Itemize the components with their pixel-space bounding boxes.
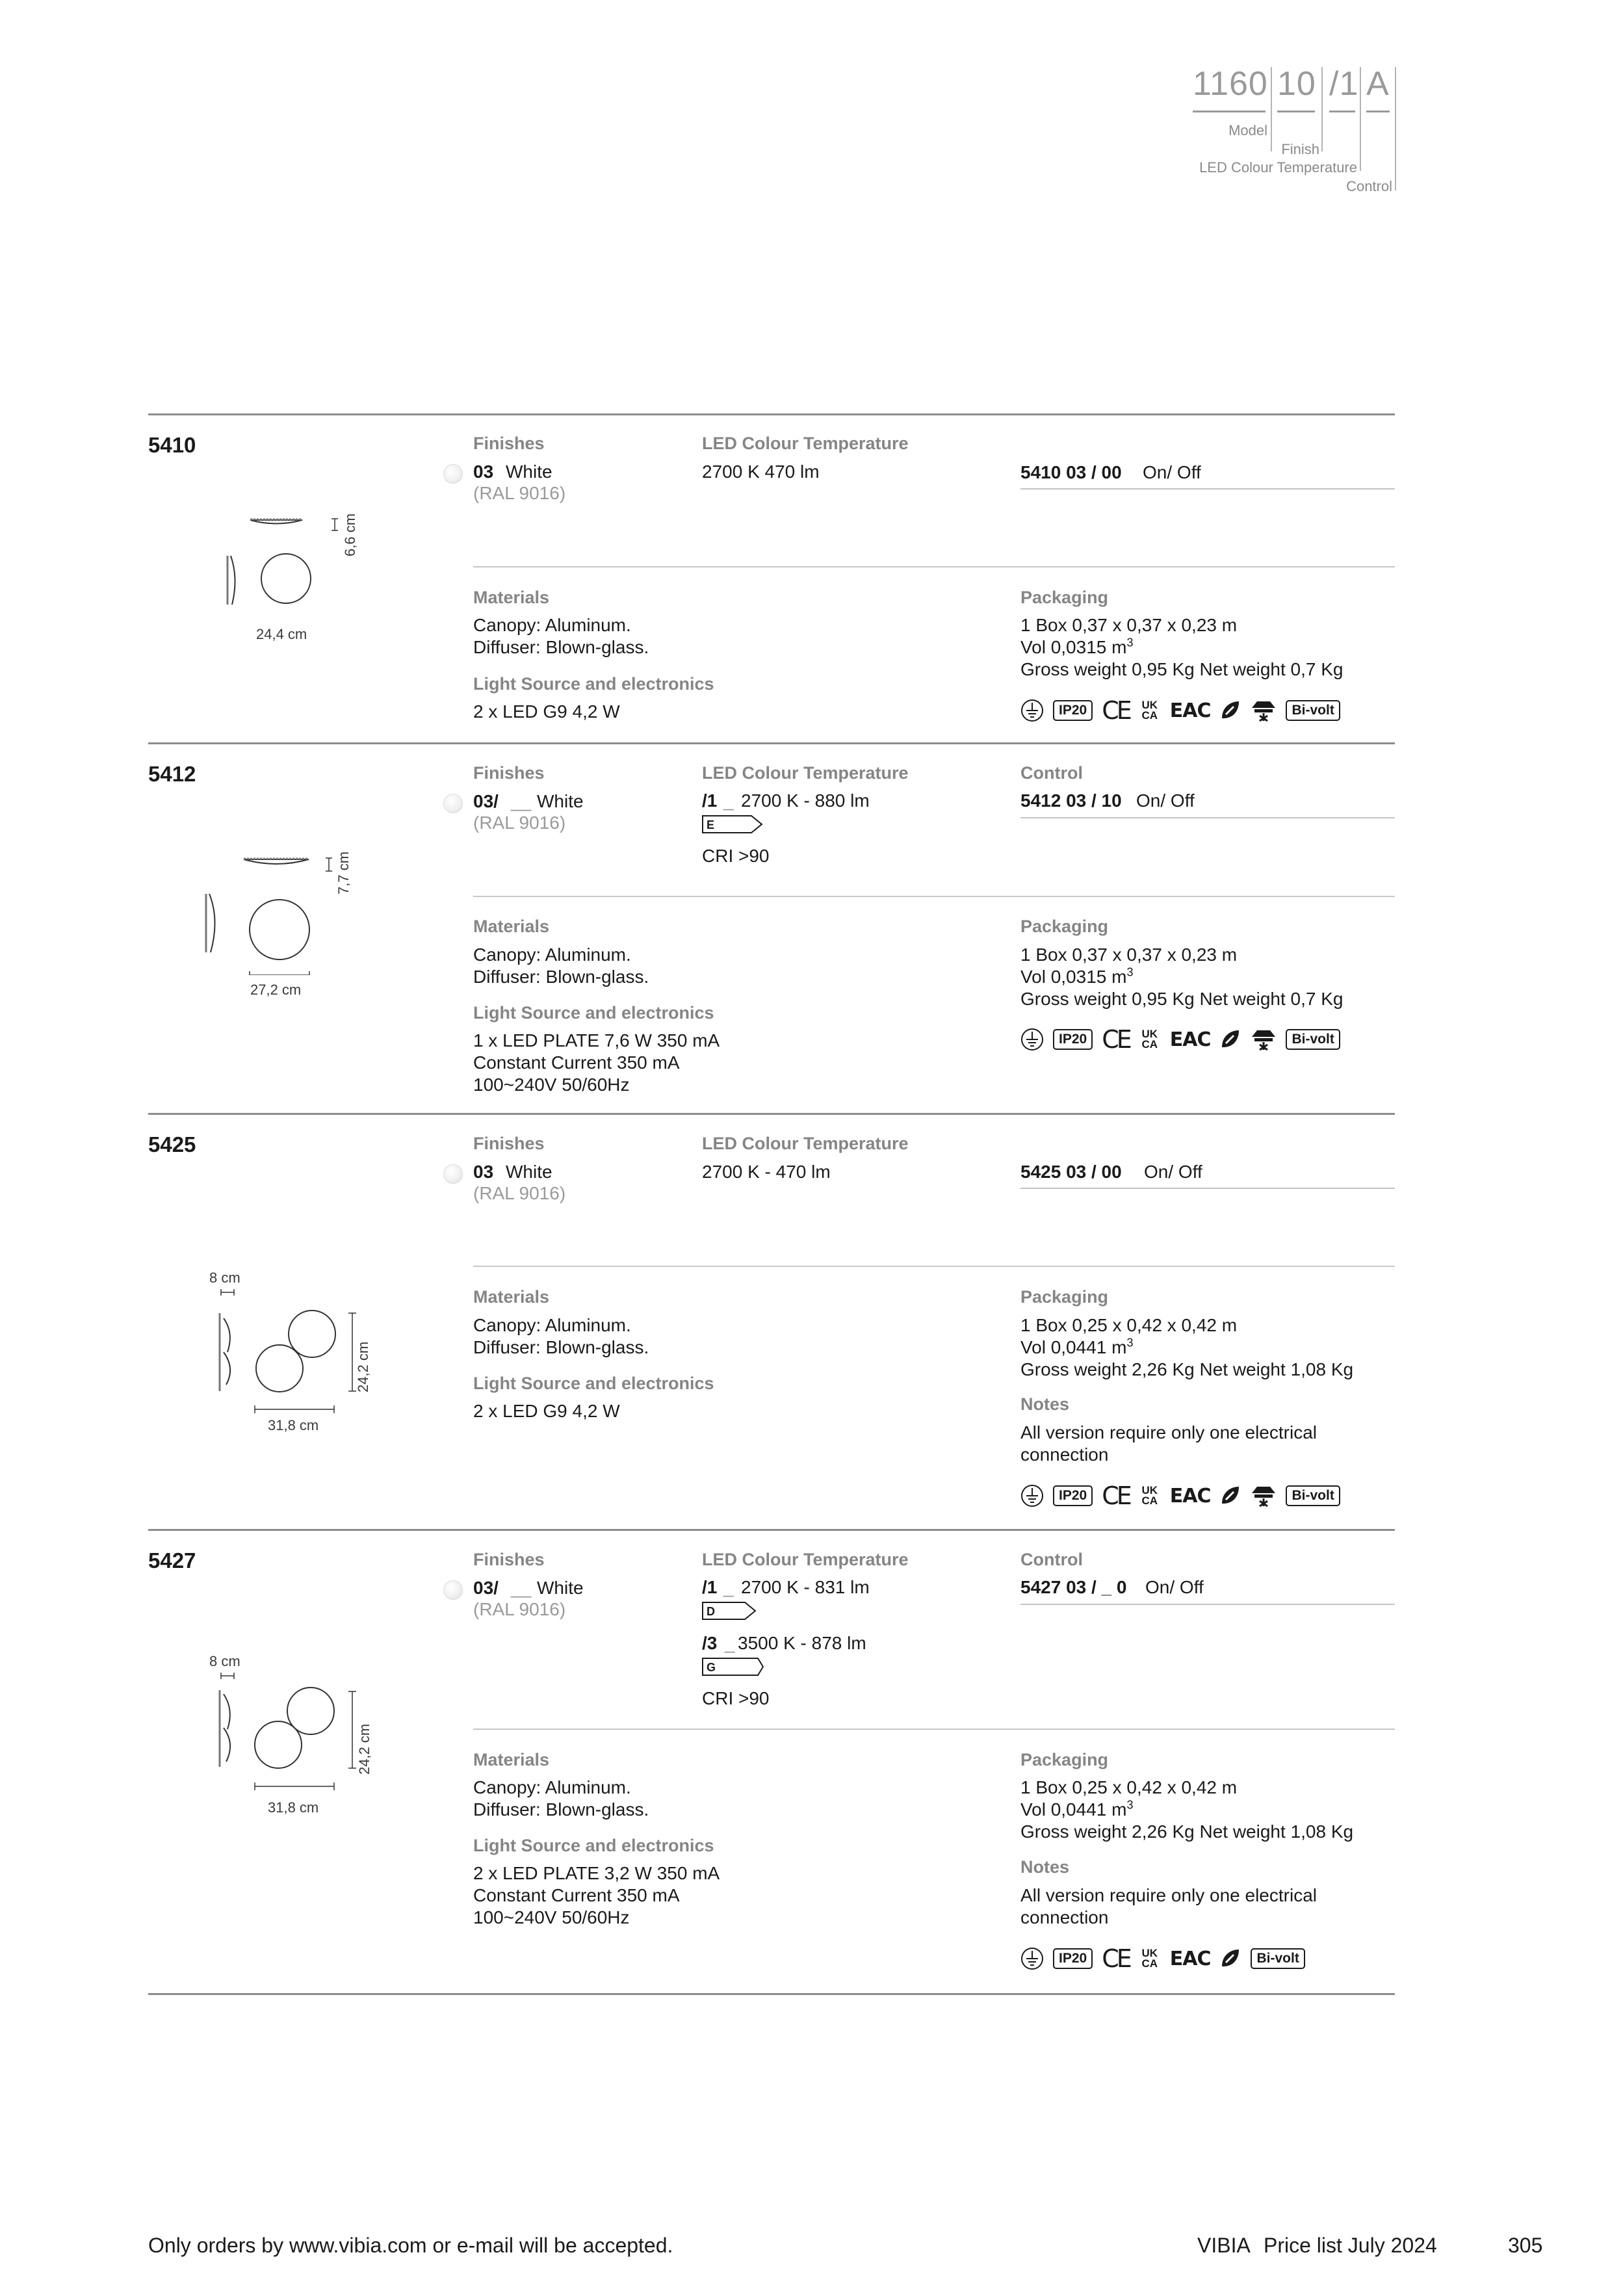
ip20-icon: IP20: [1053, 700, 1093, 720]
compliance-icons: [1020, 1946, 1305, 1972]
control-header: Control: [1020, 763, 1083, 783]
packaging-header: Packaging: [1020, 1287, 1109, 1307]
notes-line: All version require only one electrical: [1020, 1422, 1317, 1442]
legend-divider: [1360, 67, 1361, 171]
order-control-label: On/ Off: [1145, 1577, 1204, 1597]
led-colour-header: LED Colour Temperature: [702, 434, 909, 453]
dimension-depth: 8 cm: [209, 1653, 240, 1669]
bi-volt-icon: Bi-volt: [1251, 1948, 1305, 1968]
led-code: /1: [702, 1577, 718, 1597]
finish-swatch-white: [443, 464, 463, 484]
finishes-header: Finishes: [473, 434, 545, 453]
packaging-line: 1 Box 0,37 x 0,37 x 0,23 m: [1020, 945, 1238, 965]
materials-header: Materials: [473, 917, 550, 936]
legend-label-finish: Finish: [1281, 141, 1319, 157]
materials-line: Canopy: Aluminum.: [473, 1315, 631, 1335]
materials-line: Diffuser: Blown-glass.: [473, 1337, 649, 1357]
led-spec: 2700 K - 831 lm: [741, 1577, 870, 1597]
packaging-volume: Vol 0,0441 $m^3$: [1020, 1798, 1134, 1820]
footer-doc-title: Price list July 2024: [1264, 2234, 1437, 2257]
eac-mark-icon: EAC: [1169, 699, 1211, 722]
product-id: 5412: [148, 762, 196, 786]
led-placeholder: _: [723, 790, 734, 811]
svg-text:G: G: [707, 1661, 716, 1674]
product-drawing: [208, 1671, 370, 1801]
finish-ral: (RAL 9016): [473, 1599, 566, 1619]
finish-swatch-white: [443, 1580, 463, 1600]
order-control-label: On/ Off: [1136, 790, 1195, 811]
light-source-header: Light Source and electronics: [473, 1003, 714, 1023]
materials-line: Diffuser: Blown-glass.: [473, 1799, 649, 1820]
dimension-width: 24,4 cm: [256, 626, 307, 642]
dimension-height: 24,2 cm: [355, 1341, 371, 1392]
ukca-mark-icon: UK CA: [1141, 1483, 1158, 1507]
finish-ral: (RAL 9016): [473, 1183, 566, 1203]
finish-swatch-white: [443, 1164, 463, 1184]
dimension-width: 31,8 cm: [268, 1417, 319, 1433]
earth-ground-icon: [1020, 699, 1044, 722]
legend-underline: [1366, 111, 1390, 112]
page-number: 305: [1508, 2234, 1543, 2257]
finish-code: 03/: [473, 1578, 499, 1598]
legend-underline: [1193, 111, 1266, 112]
packaging-header: Packaging: [1020, 588, 1109, 607]
light-source-line: 2 x LED PLATE 3,2 W 350 mA: [473, 1863, 720, 1883]
not-for-insulated-ceiling-icon: [1251, 699, 1277, 722]
light-source-header: Light Source and electronics: [473, 1374, 714, 1393]
dimension-width: 27,2 cm: [250, 982, 302, 998]
finish-name: White: [537, 1578, 584, 1598]
order-underline: [1020, 1604, 1395, 1605]
notes-line: connection: [1020, 1444, 1109, 1465]
recycling-leaf-icon: [1219, 1028, 1241, 1051]
finish-name: White: [506, 1162, 552, 1182]
ukca-mark-icon: UK CA: [1141, 698, 1158, 722]
dimension-width: 31,8 cm: [268, 1799, 319, 1816]
dimension-height: 7,7 cm: [335, 851, 352, 894]
packaging-line: 1 Box 0,25 x 0,42 x 0,42 m: [1020, 1315, 1238, 1335]
led-placeholder: _: [725, 1633, 735, 1653]
svg-text:E: E: [707, 818, 715, 831]
packaging-weight: Gross weight 0,95 Kg Net weight 0,7 Kg: [1020, 659, 1344, 679]
product-id: 5425: [148, 1132, 196, 1156]
finish-ral: (RAL 9016): [473, 813, 566, 833]
materials-header: Materials: [473, 1287, 550, 1307]
light-source-line: 1 x LED PLATE 7,6 W 350 mA: [473, 1030, 720, 1050]
product-id: 5410: [148, 433, 196, 457]
light-source-header: Light Source and electronics: [473, 1836, 714, 1855]
ip20-icon: IP20: [1053, 1948, 1093, 1968]
order-control-label: On/ Off: [1143, 462, 1201, 482]
table-rule: [148, 1993, 1395, 1995]
packaging-volume: Vol 0,0315 $m^3$: [1020, 636, 1134, 657]
led-colour-header: LED Colour Temperature: [702, 1134, 909, 1153]
ukca-mark-icon: UK CA: [1141, 1027, 1158, 1050]
bi-volt-icon: Bi-volt: [1286, 1485, 1340, 1506]
eac-mark-icon: EAC: [1169, 1947, 1211, 1970]
led-spec: 2700 K - 470 lm: [702, 1162, 831, 1182]
order-code[interactable]: 5410 03 / 00: [1020, 462, 1122, 482]
ce-mark-icon: CE: [1102, 1481, 1130, 1510]
finish-placeholder: __: [511, 1578, 532, 1598]
ip20-icon: IP20: [1053, 1485, 1093, 1506]
packaging-volume: Vol 0,0315 $m^3$: [1020, 965, 1134, 987]
earth-ground-icon: [1020, 1028, 1044, 1051]
led-colour-header: LED Colour Temperature: [702, 1550, 909, 1569]
ce-mark-icon: CE: [1102, 1944, 1130, 1973]
finishes-header: Finishes: [473, 1550, 545, 1569]
compliance-icons: [1020, 1483, 1340, 1509]
not-for-insulated-ceiling-icon: [1251, 1028, 1277, 1051]
legend-code-model: 1160: [1193, 65, 1268, 103]
compliance-icons: [1020, 698, 1340, 724]
led-spec: 3500 K - 878 lm: [738, 1633, 866, 1653]
dimension-height: 6,6 cm: [342, 513, 358, 556]
finishes-header: Finishes: [473, 1134, 545, 1153]
ukca-mark-icon: UK CA: [1141, 1946, 1158, 1970]
table-rule: [148, 742, 1395, 744]
finish-swatch-white: [443, 794, 463, 813]
section-divider: [473, 1729, 1395, 1730]
eac-mark-icon: EAC: [1169, 1484, 1211, 1507]
materials-header: Materials: [473, 588, 550, 607]
materials-line: Diffuser: Blown-glass.: [473, 967, 649, 987]
energy-class-d-icon: [702, 1602, 764, 1620]
cri-value: CRI >90: [702, 1688, 770, 1708]
ce-mark-icon: CE: [1102, 1025, 1130, 1054]
legend-label-control: Control: [1346, 178, 1392, 194]
legend-divider: [1395, 67, 1396, 190]
packaging-volume: Vol 0,0441 $m^3$: [1020, 1336, 1134, 1357]
code-legend: [1170, 62, 1404, 202]
materials-line: Canopy: Aluminum.: [473, 1777, 631, 1797]
energy-class-g-icon: [702, 1658, 764, 1676]
notes-header: Notes: [1020, 1857, 1070, 1877]
earth-ground-icon: [1020, 1947, 1044, 1970]
notes-line: All version require only one electrical: [1020, 1885, 1317, 1905]
materials-line: Diffuser: Blown-glass.: [473, 637, 649, 657]
order-underline: [1020, 817, 1395, 818]
led-placeholder: _: [723, 1577, 734, 1597]
packaging-line: 1 Box 0,37 x 0,37 x 0,23 m: [1020, 615, 1238, 635]
table-rule: [148, 1113, 1395, 1115]
legend-label-led: LED Colour Temperature: [1199, 159, 1357, 176]
section-divider: [473, 896, 1395, 897]
packaging-header: Packaging: [1020, 917, 1109, 936]
legend-label-model: Model: [1228, 122, 1267, 138]
notes-header: Notes: [1020, 1394, 1070, 1414]
light-source-line: 100~240V 50/60Hz: [473, 1075, 630, 1095]
legend-code-control: A: [1366, 65, 1390, 103]
packaging-weight: Gross weight 2,26 Kg Net weight 1,08 Kg: [1020, 1821, 1354, 1842]
notes-line: connection: [1020, 1907, 1109, 1927]
packaging-weight: Gross weight 0,95 Kg Net weight 0,7 Kg: [1020, 989, 1344, 1009]
order-underline: [1020, 488, 1395, 489]
light-source-header: Light Source and electronics: [473, 674, 714, 694]
finish-placeholder: __: [511, 791, 532, 811]
legend-code-finish: 10: [1277, 65, 1316, 103]
svg-text:D: D: [707, 1605, 715, 1618]
not-for-insulated-ceiling-icon: [1251, 1484, 1277, 1507]
packaging-line: 1 Box 0,25 x 0,42 x 0,42 m: [1020, 1777, 1238, 1797]
legend-code-led: /1: [1329, 65, 1359, 103]
legend-divider: [1271, 67, 1272, 151]
order-code[interactable]: 5425 03 / 00: [1020, 1162, 1122, 1182]
packaging-header: Packaging: [1020, 1750, 1109, 1769]
led-colour-header: LED Colour Temperature: [702, 763, 909, 783]
bi-volt-icon: Bi-volt: [1286, 700, 1340, 720]
light-source-line: Constant Current 350 mA: [473, 1052, 680, 1073]
light-source-line: Constant Current 350 mA: [473, 1885, 680, 1905]
footer-brand: VIBIA: [1197, 2234, 1251, 2257]
recycling-leaf-icon: [1219, 1484, 1241, 1507]
table-rule: [148, 1529, 1395, 1531]
led-spec: 2700 K - 880 lm: [741, 790, 870, 811]
packaging-weight: Gross weight 2,26 Kg Net weight 1,08 Kg: [1020, 1359, 1354, 1379]
finish-code: 03: [473, 462, 494, 482]
finish-name: White: [537, 791, 584, 811]
legend-underline: [1277, 111, 1315, 112]
order-control-label: On/ Off: [1144, 1162, 1202, 1182]
recycling-leaf-icon: [1219, 699, 1241, 722]
earth-ground-icon: [1020, 1484, 1044, 1507]
led-code: /3: [702, 1633, 718, 1653]
product-drawing: [218, 507, 361, 611]
led-spec: 2700 K 470 lm: [702, 462, 820, 482]
order-code[interactable]: 5427 03 / _ 0: [1020, 1577, 1127, 1597]
legend-divider: [1321, 67, 1323, 151]
finish-name: White: [506, 462, 552, 482]
ip20-icon: IP20: [1053, 1029, 1093, 1049]
eac-mark-icon: EAC: [1169, 1028, 1211, 1051]
finish-code: 03/: [473, 791, 499, 811]
light-source-line: 2 x LED G9 4,2 W: [473, 1401, 620, 1421]
order-underline: [1020, 1188, 1395, 1189]
dimension-depth: 8 cm: [209, 1270, 240, 1286]
section-divider: [473, 566, 1395, 567]
legend-underline: [1329, 111, 1355, 112]
dimension-height: 24,2 cm: [356, 1723, 372, 1775]
led-code: /1: [702, 790, 718, 811]
light-source-line: 2 x LED G9 4,2 W: [473, 701, 620, 722]
product-id: 5427: [148, 1548, 196, 1572]
bi-volt-icon: Bi-volt: [1286, 1029, 1340, 1049]
recycling-leaf-icon: [1219, 1947, 1241, 1970]
finishes-header: Finishes: [473, 763, 545, 783]
order-code[interactable]: 5412 03 / 10: [1020, 790, 1122, 811]
energy-class-e-icon: [702, 815, 764, 833]
section-divider: [473, 1266, 1395, 1267]
finish-ral: (RAL 9016): [473, 483, 566, 503]
ce-mark-icon: CE: [1102, 696, 1130, 725]
light-source-line: 100~240V 50/60Hz: [473, 1907, 630, 1927]
materials-line: Canopy: Aluminum.: [473, 945, 631, 965]
materials-header: Materials: [473, 1750, 550, 1769]
compliance-icons: [1020, 1026, 1340, 1052]
control-header: Control: [1020, 1550, 1083, 1569]
table-rule: [148, 413, 1395, 415]
footer-order-notice: Only orders by www.vibia.com or e-mail will be accepted.: [148, 2234, 673, 2257]
finish-code: 03: [473, 1162, 494, 1182]
cri-value: CRI >90: [702, 846, 770, 866]
product-drawing: [208, 1287, 370, 1417]
materials-line: Canopy: Aluminum.: [473, 615, 631, 635]
